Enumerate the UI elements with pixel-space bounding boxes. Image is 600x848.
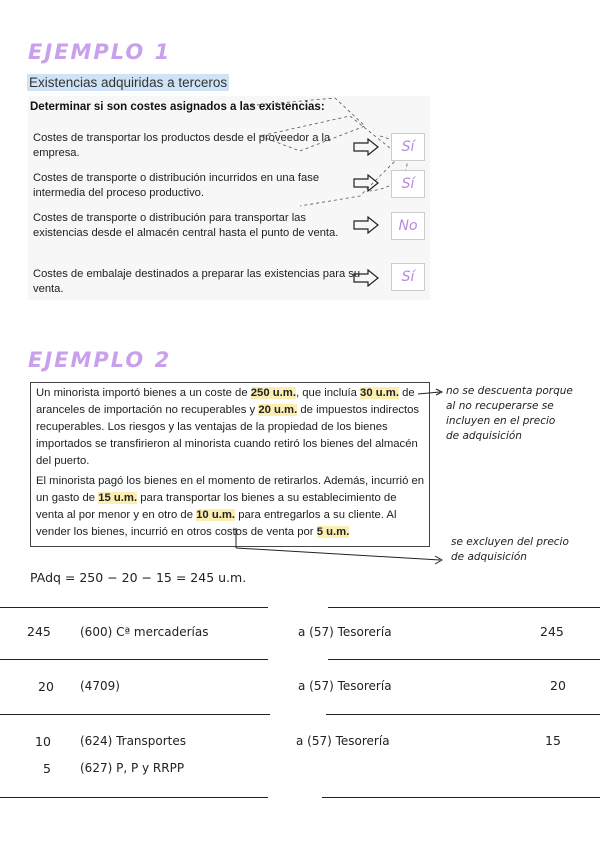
- acquisition-price-formula: PAdq = 250 − 20 − 15 = 245 u.m.: [30, 570, 247, 585]
- note-tariffs: [446, 384, 573, 444]
- example2-title: EJEMPLO 2: [28, 348, 172, 372]
- text-run: para entregarlos a su cliente. Al vender los bienes, incurrió en otros costos de venta por: [36, 509, 397, 538]
- answer-2: Sí: [391, 170, 425, 198]
- divider-line: [328, 607, 600, 608]
- divider-line: [328, 659, 600, 660]
- divider-line: [322, 797, 600, 798]
- highlight-cost: 250 u.m.: [250, 387, 296, 399]
- arrow-right-icon: [352, 174, 380, 192]
- arrow-right-icon: [352, 138, 380, 156]
- divider-line: [0, 607, 268, 608]
- annotation-arrows: [228, 388, 448, 568]
- answer-1: Sí: [391, 133, 425, 161]
- example1-header: Determinar si son costes asignados a las existencias:: [30, 101, 325, 113]
- question-1: Costes de transportar los productos desde el proveedor a la empresa.: [33, 132, 331, 159]
- note-line: incluyen en el precio: [446, 415, 556, 427]
- note-excluded: [451, 535, 569, 565]
- highlight-transport: 15 u.m.: [98, 492, 138, 504]
- debit-amount: 5: [43, 761, 51, 776]
- answer-3: No: [391, 212, 425, 240]
- question-2: Costes de transporte o distribución incurridos en una fase intermedia del proceso productivo.: [33, 172, 320, 199]
- divider-line: [0, 797, 268, 798]
- divider-line: [0, 659, 268, 660]
- text-run: , que incluía: [295, 387, 361, 399]
- text-run: para transportar los bienes a su establecimiento de venta al por menor y en otro de: [36, 492, 397, 521]
- note-line: no se descuenta porque: [446, 385, 573, 397]
- divider-line: [0, 714, 270, 715]
- text-run: de aranceles de importación no recuperables y: [36, 387, 415, 416]
- note-line: de adquisición: [446, 430, 522, 442]
- question-3: Costes de transporte o distribución para transportar las existencias desde el almacén central hasta el punto de venta.: [33, 212, 339, 239]
- divider-line: [326, 714, 600, 715]
- debit-amount: 20: [38, 679, 54, 694]
- debit-account: (4709): [80, 679, 120, 693]
- note-line: al no recuperarse se: [446, 400, 554, 412]
- credit-amount: 245: [540, 624, 564, 639]
- example1-subtitle: Existencias adquiridas a terceros: [29, 75, 228, 90]
- highlight-selling-costs: 5 u.m.: [316, 526, 350, 538]
- credit-account: a (57) Tesorería: [298, 679, 392, 693]
- credit-account: a (57) Tesorería: [298, 625, 392, 639]
- debit-account: (624) Transportes: [80, 734, 187, 748]
- text-run: El minorista pagó los bienes en el momento de retirarlos. Además, incurrió en un gasto de: [36, 475, 425, 504]
- note-line: de adquisición: [451, 551, 527, 563]
- credit-amount: 20: [550, 678, 566, 693]
- note-line: se excluyen del precio: [451, 536, 569, 548]
- text-run: de impuestos indirectos recuperables. Los riesgos y las ventajas de la propiedad de los bienes importados se transfirieron al minorista cuando retiró los bienes del almacén del puerto.: [36, 404, 420, 467]
- arrow-right-icon: [352, 216, 380, 234]
- credit-amount: 15: [545, 733, 561, 748]
- highlight-delivery: 10 u.m.: [196, 509, 236, 521]
- debit-account: (600) Cª mercaderías: [80, 625, 209, 639]
- highlight-taxes: 20 u.m.: [258, 404, 298, 416]
- debit-amount: 10: [35, 734, 51, 749]
- debit-account: (627) P, P y RRPP: [80, 761, 185, 775]
- arrow-right-icon: [352, 269, 380, 287]
- question-4: Costes de embalaje destinados a preparar las existencias para su venta.: [33, 268, 361, 295]
- debit-amount: 245: [27, 624, 51, 639]
- highlight-tariffs: 30 u.m.: [360, 387, 399, 399]
- text-run: Un minorista importó bienes a un coste de: [36, 387, 251, 399]
- answer-4: Sí: [391, 263, 425, 291]
- credit-account: a (57) Tesorería: [296, 734, 390, 748]
- example1-title: EJEMPLO 1: [28, 40, 172, 64]
